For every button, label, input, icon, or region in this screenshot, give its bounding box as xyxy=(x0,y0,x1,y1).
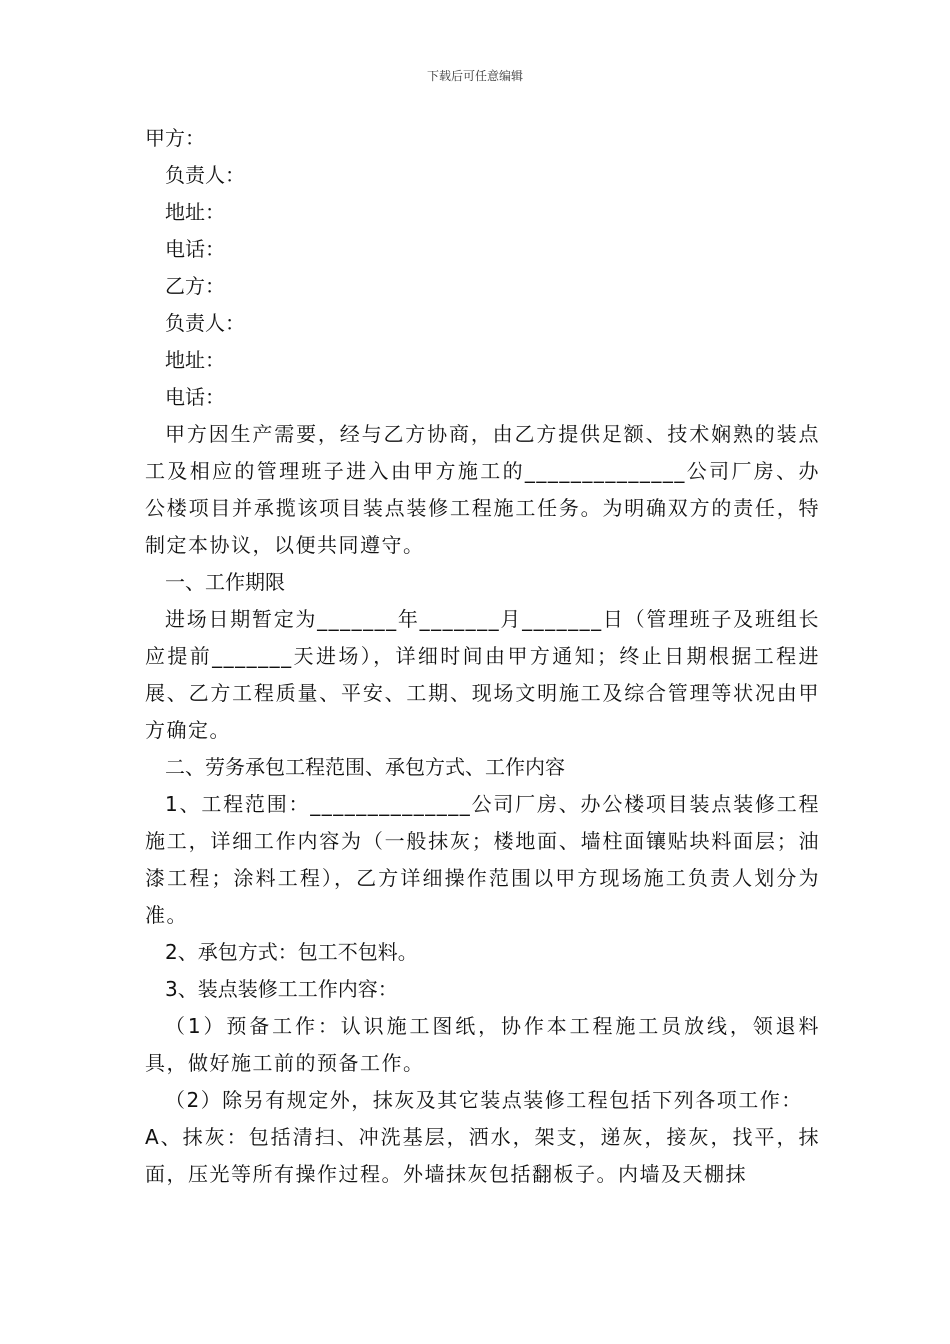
section1-title: 一、工作期限 xyxy=(165,570,285,594)
section2-title: 二、劳务承包工程范围、承包方式、工作内容 xyxy=(165,755,565,779)
party-a-address: 地址： xyxy=(165,200,225,224)
party-b-phone: 电话： xyxy=(165,385,225,409)
header-note: 下载后可任意编辑 xyxy=(426,69,523,83)
section2-sub1: （1）预备工作：认识施工图纸，协作本工程施工员放线，领退料具，做好施工前的预备工作。 xyxy=(145,1014,820,1075)
document-body xyxy=(145,120,820,1193)
section1-body: 进场日期暂定为_______年_______月_______日（管理班子及班组长应提前_______天进场），详细时间由甲方通知；终止日期根据工程进展、乙方工程质量、平安、工期、现场文明施工及综合管理等状况由甲方确定。 xyxy=(145,607,820,742)
party-b-address: 地址： xyxy=(165,348,225,372)
party-a-label: 甲方： xyxy=(145,126,205,150)
section2-sub2a: A、抹灰：包括清扫、冲洗基层，洒水，架支，递灰，接灰，找平，抹面，压光等所有操作过程。外墙抹灰包括翻板子。内墙及天棚抹 xyxy=(145,1125,820,1186)
section2-sub2: （2）除另有规定外，抹灰及其它装点装修工程包括下列各项工作： xyxy=(165,1088,803,1112)
party-a-person: 负责人： xyxy=(165,163,245,187)
party-a-phone: 电话： xyxy=(165,237,225,261)
section2-item1: 1、工程范围：______________公司厂房、办公楼项目装点装修工程施工，详细工作内容为（一般抹灰；楼地面、墙柱面镶贴块料面层；油漆工程；涂料工程），乙方详细操作范围以甲方现场施工负责人划分为准。 xyxy=(145,792,820,927)
section2-item2: 2、承包方式：包工不包料。 xyxy=(165,940,418,964)
party-b-label: 乙方： xyxy=(165,274,225,298)
party-b-person: 负责人： xyxy=(165,311,245,335)
section2-item3: 3、装点装修工工作内容： xyxy=(165,977,398,1001)
intro-paragraph: 甲方因生产需要，经与乙方协商，由乙方提供足额、技术娴熟的装点工及相应的管理班子进入由甲方施工的______________公司厂房、办公楼项目并承揽该项目装点装修工程施工任务。为明确双方的责任，特制定本协议，以便共同遵守。 xyxy=(145,422,820,557)
